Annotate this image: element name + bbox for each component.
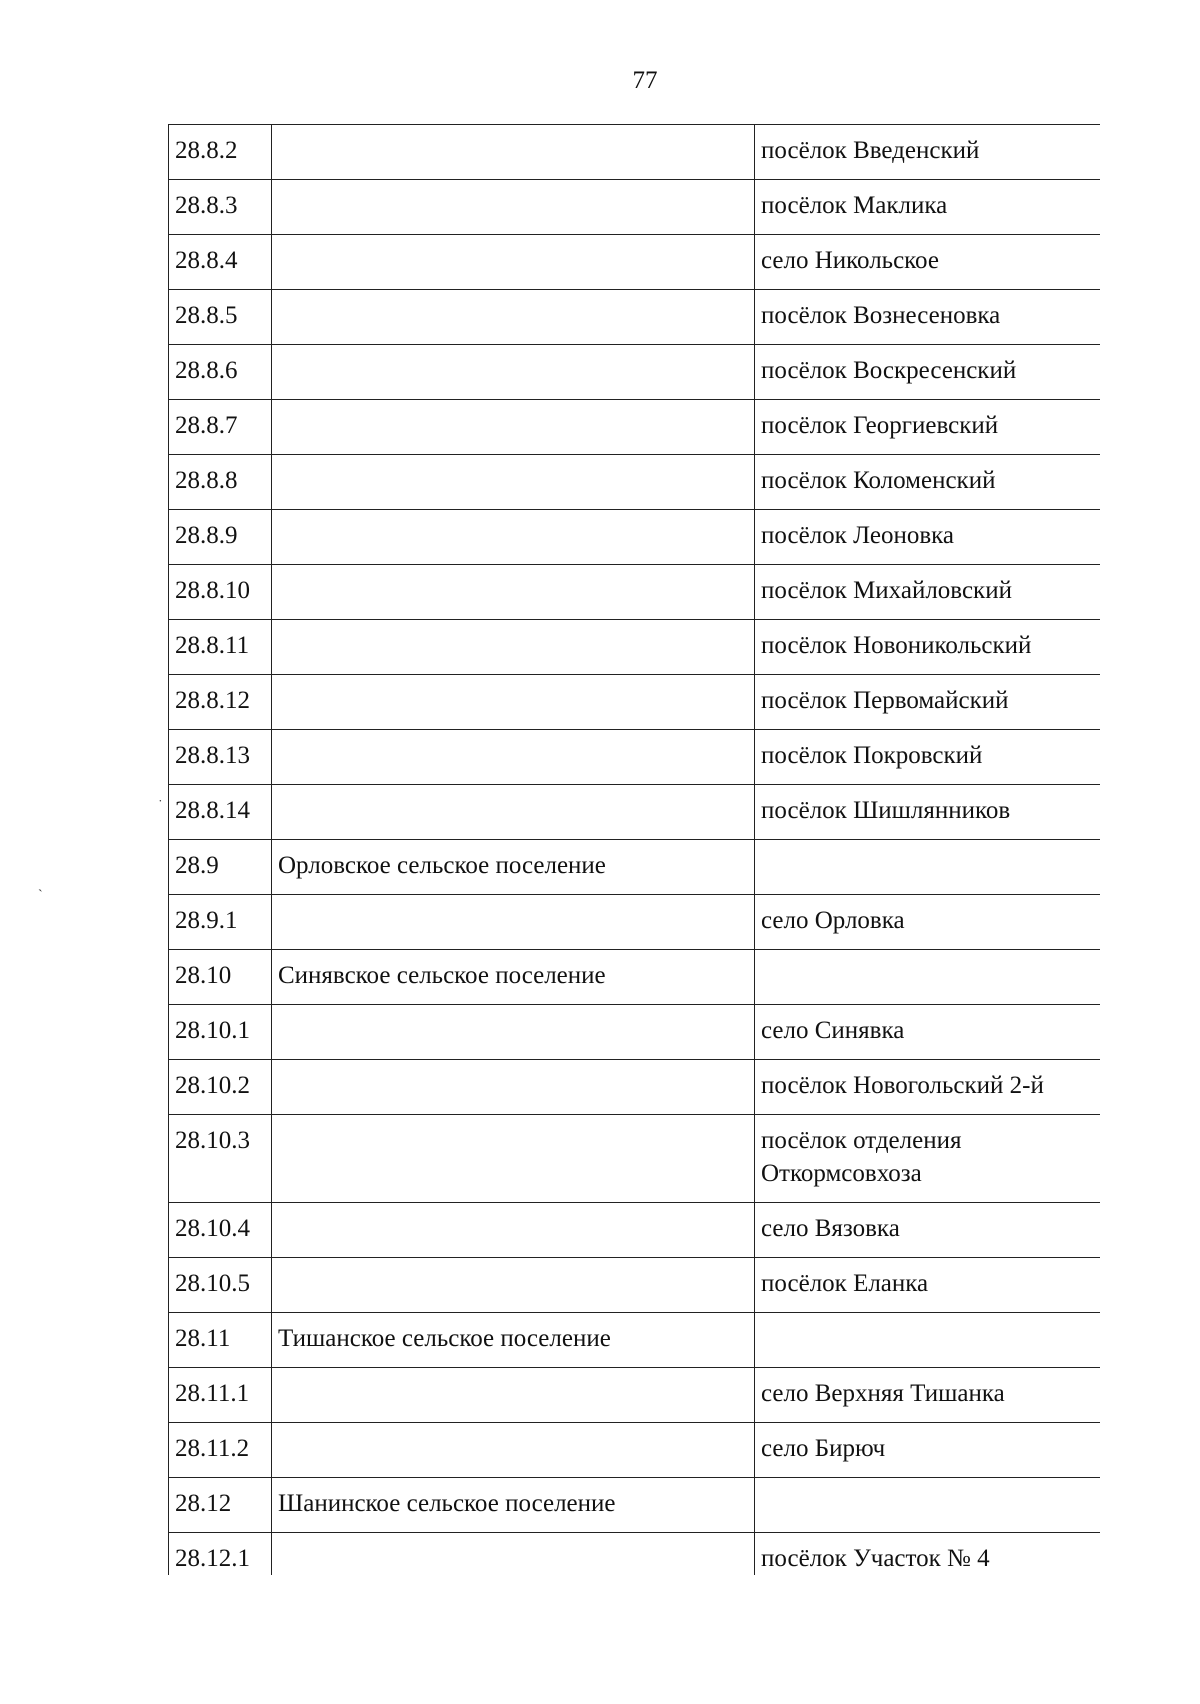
table-row [169, 1060, 1101, 1115]
settlement-cell [272, 510, 755, 565]
row-number-cell: 28.10 [169, 950, 272, 1005]
locality-cell: село Бирюч [755, 1423, 1101, 1478]
settlement-cell [272, 1533, 755, 1576]
table-row [169, 1423, 1101, 1478]
settlements-table-wrapper [168, 124, 1100, 1575]
settlement-cell: Шанинское сельское поселение [272, 1478, 755, 1533]
settlement-cell [272, 455, 755, 510]
locality-cell: посёлок Участок № 4 [755, 1533, 1101, 1576]
table-row [169, 455, 1101, 510]
table-row [169, 1203, 1101, 1258]
row-number-cell: 28.8.14 [169, 785, 272, 840]
table-row [169, 400, 1101, 455]
settlement-cell [272, 235, 755, 290]
row-number-cell: 28.8.7 [169, 400, 272, 455]
row-number-cell: 28.8.9 [169, 510, 272, 565]
locality-cell: посёлок Георгиевский [755, 400, 1101, 455]
settlement-cell [272, 1368, 755, 1423]
locality-cell: посёлок Коломенский [755, 455, 1101, 510]
locality-cell: посёлок Воскресенский [755, 345, 1101, 400]
table-row [169, 1005, 1101, 1060]
locality-cell [755, 1478, 1101, 1533]
table-row [169, 180, 1101, 235]
locality-cell: посёлок Михайловский [755, 565, 1101, 620]
settlement-cell [272, 290, 755, 345]
settlement-cell: Синявское сельское поселение [272, 950, 755, 1005]
settlement-cell [272, 1005, 755, 1060]
settlement-cell [272, 180, 755, 235]
table-row [169, 510, 1101, 565]
locality-cell: село Никольское [755, 235, 1101, 290]
settlement-cell [272, 1423, 755, 1478]
table-row [169, 675, 1101, 730]
row-number-cell: 28.9 [169, 840, 272, 895]
locality-cell [755, 950, 1101, 1005]
settlement-cell [272, 1060, 755, 1115]
locality-cell: посёлок Еланка [755, 1258, 1101, 1313]
row-number-cell: 28.8.11 [169, 620, 272, 675]
settlement-cell: Тишанское сельское поселение [272, 1313, 755, 1368]
table-row [169, 1115, 1101, 1203]
locality-cell: село Синявка [755, 1005, 1101, 1060]
row-number-cell: 28.10.1 [169, 1005, 272, 1060]
row-number-cell: 28.8.8 [169, 455, 272, 510]
locality-cell: посёлок Вознесеновка [755, 290, 1101, 345]
row-number-cell: 28.8.3 [169, 180, 272, 235]
table-row [169, 1258, 1101, 1313]
settlement-cell [272, 1115, 755, 1203]
settlement-cell [272, 565, 755, 620]
table-row [169, 290, 1101, 345]
row-number-cell: 28.8.4 [169, 235, 272, 290]
row-number-cell: 28.11.2 [169, 1423, 272, 1478]
row-number-cell: 28.8.2 [169, 125, 272, 180]
table-row [169, 620, 1101, 675]
table-row [169, 785, 1101, 840]
table-row [169, 1478, 1101, 1533]
row-number-cell: 28.8.12 [169, 675, 272, 730]
settlements-table [168, 124, 1100, 1575]
table-row [169, 1368, 1101, 1423]
table-row [169, 235, 1101, 290]
settlement-cell [272, 125, 755, 180]
settlement-cell [272, 1203, 755, 1258]
settlement-cell [272, 1258, 755, 1313]
row-number-cell: 28.10.4 [169, 1203, 272, 1258]
row-number-cell: 28.12.1 [169, 1533, 272, 1576]
locality-cell [755, 840, 1101, 895]
settlement-cell [272, 620, 755, 675]
row-number-cell: 28.10.3 [169, 1115, 272, 1203]
settlement-cell: Орловское сельское поселение [272, 840, 755, 895]
settlement-cell [272, 785, 755, 840]
settlement-cell [272, 675, 755, 730]
row-number-cell: 28.8.10 [169, 565, 272, 620]
row-number-cell: 28.8.5 [169, 290, 272, 345]
table-row [169, 730, 1101, 785]
locality-cell: посёлок Маклика [755, 180, 1101, 235]
row-number-cell: 28.12 [169, 1478, 272, 1533]
scan-speck-mark: ˙ [158, 798, 163, 813]
locality-cell: посёлок Новоникольский [755, 620, 1101, 675]
table-row [169, 125, 1101, 180]
row-number-cell: 28.11.1 [169, 1368, 272, 1423]
table-row [169, 565, 1101, 620]
locality-cell: посёлок отделения Откормсовхоза [755, 1115, 1101, 1203]
locality-cell: посёлок Первомайский [755, 675, 1101, 730]
table-row [169, 345, 1101, 400]
page-number: 77 [632, 67, 658, 94]
table-row [169, 950, 1101, 1005]
row-number-cell: 28.8.6 [169, 345, 272, 400]
locality-cell [755, 1313, 1101, 1368]
locality-cell: село Верхняя Тишанка [755, 1368, 1101, 1423]
settlement-cell [272, 345, 755, 400]
locality-cell: село Орловка [755, 895, 1101, 950]
table-row [169, 840, 1101, 895]
table-body [169, 125, 1101, 1576]
row-number-cell: 28.11 [169, 1313, 272, 1368]
scan-speck-mark: ` [38, 888, 43, 903]
table-row [169, 895, 1101, 950]
row-number-cell: 28.10.2 [169, 1060, 272, 1115]
table-row [169, 1313, 1101, 1368]
row-number-cell: 28.9.1 [169, 895, 272, 950]
locality-cell: посёлок Покровский [755, 730, 1101, 785]
locality-cell: село Вязовка [755, 1203, 1101, 1258]
locality-cell: посёлок Новогольский 2-й [755, 1060, 1101, 1115]
row-number-cell: 28.10.5 [169, 1258, 272, 1313]
locality-cell: посёлок Леоновка [755, 510, 1101, 565]
table-row [169, 1533, 1101, 1576]
settlement-cell [272, 730, 755, 785]
row-number-cell: 28.8.13 [169, 730, 272, 785]
locality-cell: посёлок Введенский [755, 125, 1101, 180]
settlement-cell [272, 400, 755, 455]
settlement-cell [272, 895, 755, 950]
locality-cell: посёлок Шишлянников [755, 785, 1101, 840]
